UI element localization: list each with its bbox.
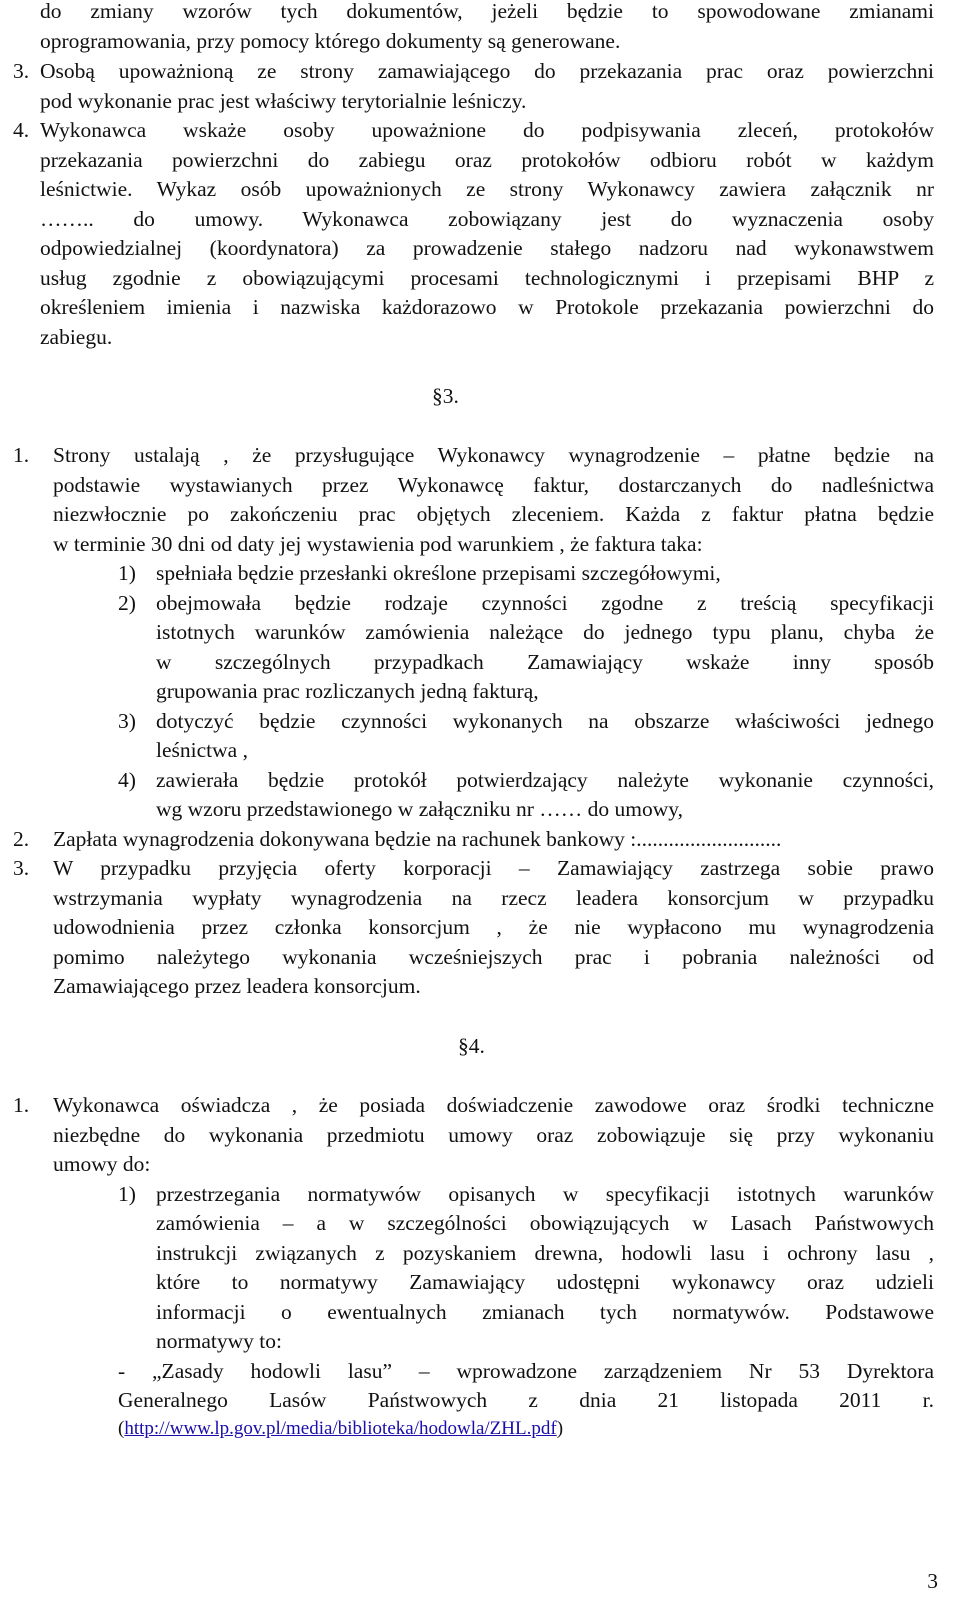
paragraph-line: do zmiany wzorów tych dokumentów, jeżeli będzie to spowodowane zmianami bbox=[40, 0, 934, 23]
paragraph-line: udowodnienia przez członka konsorcjum , że nie wypłacono mu wynagrodzenia bbox=[53, 915, 934, 939]
paragraph-line: dotyczyć będzie czynności wykonanych na obszarze właściwości jednego bbox=[156, 709, 934, 733]
paragraph-line: obejmowała będzie rodzaje czynności zgodne z treścią specyfikacji bbox=[156, 591, 934, 615]
paragraph-line: leśnictwie. Wykaz osób upoważnionych ze strony Wykonawcy zawiera załącznik nr bbox=[40, 177, 934, 201]
sublist-number: 2) bbox=[118, 591, 136, 615]
page-number: 3 bbox=[927, 1569, 938, 1593]
paragraph-line: W przypadku przyjęcia oferty korporacji – Zamawiający zastrzega sobie prawo bbox=[53, 856, 934, 880]
paragraph-line: usług zgodnie z obowiązującymi procesami technologicznymi i przepisami BHP z bbox=[40, 266, 934, 290]
paragraph-line: - „Zasady hodowli lasu” – wprowadzone zarządzeniem Nr 53 Dyrektora bbox=[118, 1359, 934, 1383]
paragraph-line: w terminie 30 dni od daty jej wystawienia pod warunkiem , że faktura taka: bbox=[53, 532, 703, 556]
link-paren-close: ) bbox=[556, 1418, 564, 1439]
paragraph-line: pod wykonanie prac jest właściwy terytorialnie leśniczy. bbox=[40, 89, 527, 113]
list-number: 2. bbox=[13, 827, 30, 851]
sublist-number: 1) bbox=[118, 561, 136, 585]
paragraph-line: odpowiedzialnej (koordynatora) za prowadzenie stałego nadzoru nad wykonawstwem bbox=[40, 236, 934, 260]
list-number: 1. bbox=[13, 1093, 30, 1117]
sublist-number: 1) bbox=[118, 1182, 136, 1206]
paragraph-line: niezbędne do wykonania przedmiotu umowy oraz zobowiązuje się przy wykonaniu bbox=[53, 1123, 934, 1147]
paragraph-line: które to normatywy Zamawiający udostępni wykonawcy oraz udzieli bbox=[156, 1270, 934, 1294]
paragraph-line: wg wzoru przedstawionego w załączniku nr …… do umowy, bbox=[156, 797, 684, 821]
paragraph-line: grupowania prac rozliczanych jedną fakturą, bbox=[156, 679, 539, 703]
list-number: 4. bbox=[13, 118, 30, 142]
paragraph-line: określeniem imienia i nazwiska każdorazowo w Protokole przekazania powierzchni do bbox=[40, 295, 934, 319]
paragraph-line: przestrzegania normatywów opisanych w specyfikacji istotnych warunków bbox=[156, 1182, 934, 1206]
paragraph-line: istotnych warunków zamówienia należące do jednego typu planu, chyba że bbox=[156, 620, 934, 644]
paragraph-line: zabiegu. bbox=[40, 325, 113, 349]
paragraph-line: Wykonawca oświadcza , że posiada doświadczenie zawodowe oraz środki techniczne bbox=[53, 1093, 934, 1117]
paragraph-line: zawierała będzie protokół potwierdzający należyte wykonanie czynności, bbox=[156, 768, 934, 792]
paragraph-line: Strony ustalają , że przysługujące Wykonawcy wynagrodzenie – płatne będzie na bbox=[53, 443, 934, 467]
paragraph-line: oprogramowania, przy pomocy którego dokumenty są generowane. bbox=[40, 29, 621, 53]
paragraph-line: normatywy to: bbox=[156, 1329, 282, 1353]
paragraph-line: spełniała będzie przesłanki określone przepisami szczegółowymi, bbox=[156, 561, 721, 585]
list-number: 1. bbox=[13, 443, 30, 467]
paragraph-line: niezwłocznie po zakończeniu prac objętych zleceniem. Każda z faktur płatna będzie bbox=[53, 502, 934, 526]
paragraph-line: Zamawiającego przez leadera konsorcjum. bbox=[53, 974, 421, 998]
paragraph-line: podstawie wystawianych przez Wykonawcę faktur, dostarczanych do nadleśnictwa bbox=[53, 473, 934, 497]
sublist-number: 4) bbox=[118, 768, 136, 792]
section-heading: §4. bbox=[458, 1034, 485, 1058]
paragraph-line: wstrzymania wypłaty wynagrodzenia na rzecz leadera konsorcjum w przypadku bbox=[53, 886, 934, 910]
sublist-number: 3) bbox=[118, 709, 136, 733]
list-number: 3. bbox=[13, 856, 30, 880]
paragraph-line: Generalnego Lasów Państwowych z dnia 21 listopada 2011 r. bbox=[118, 1388, 934, 1412]
paragraph-line: zamówienia – a w szczególności obowiązujących w Lasach Państwowych bbox=[156, 1211, 934, 1235]
list-number: 3. bbox=[13, 59, 30, 83]
zhl-pdf-link[interactable]: http://www.lp.gov.pl/media/biblioteka/hodowla/ZHL.pdf bbox=[124, 1418, 557, 1439]
paragraph-line: leśnictwa , bbox=[156, 738, 248, 762]
paragraph-line: Zapłata wynagrodzenia dokonywana będzie na rachunek bankowy :........................... bbox=[53, 827, 782, 851]
paragraph-line: Osobą upoważnioną ze strony zamawiającego do przekazania prac oraz powierzchni bbox=[40, 59, 934, 83]
reference-link-line bbox=[118, 1414, 563, 1444]
paragraph-line: instrukcji związanych z pozyskaniem drewna, hodowli lasu i ochrony lasu , bbox=[156, 1241, 934, 1265]
paragraph-line: przekazania powierzchni do zabiegu oraz protokołów odbioru robót w każdym bbox=[40, 148, 934, 172]
link-paren-open: ( bbox=[118, 1418, 125, 1439]
paragraph-line: w szczególnych przypadkach Zamawiający wskaże inny sposób bbox=[156, 650, 934, 674]
section-heading: §3. bbox=[432, 384, 459, 408]
paragraph-line: informacji o ewentualnych zmianach tych normatywów. Podstawowe bbox=[156, 1300, 934, 1324]
paragraph-line: …….. do umowy. Wykonawca zobowiązany jest do wyznaczenia osoby bbox=[40, 207, 934, 231]
paragraph-line: umowy do: bbox=[53, 1152, 151, 1176]
paragraph-line: pomimo należytego wykonania wcześniejszych prac i pobrania należności od bbox=[53, 945, 934, 969]
paragraph-line: Wykonawca wskaże osoby upoważnione do podpisywania zleceń, protokołów bbox=[40, 118, 934, 142]
